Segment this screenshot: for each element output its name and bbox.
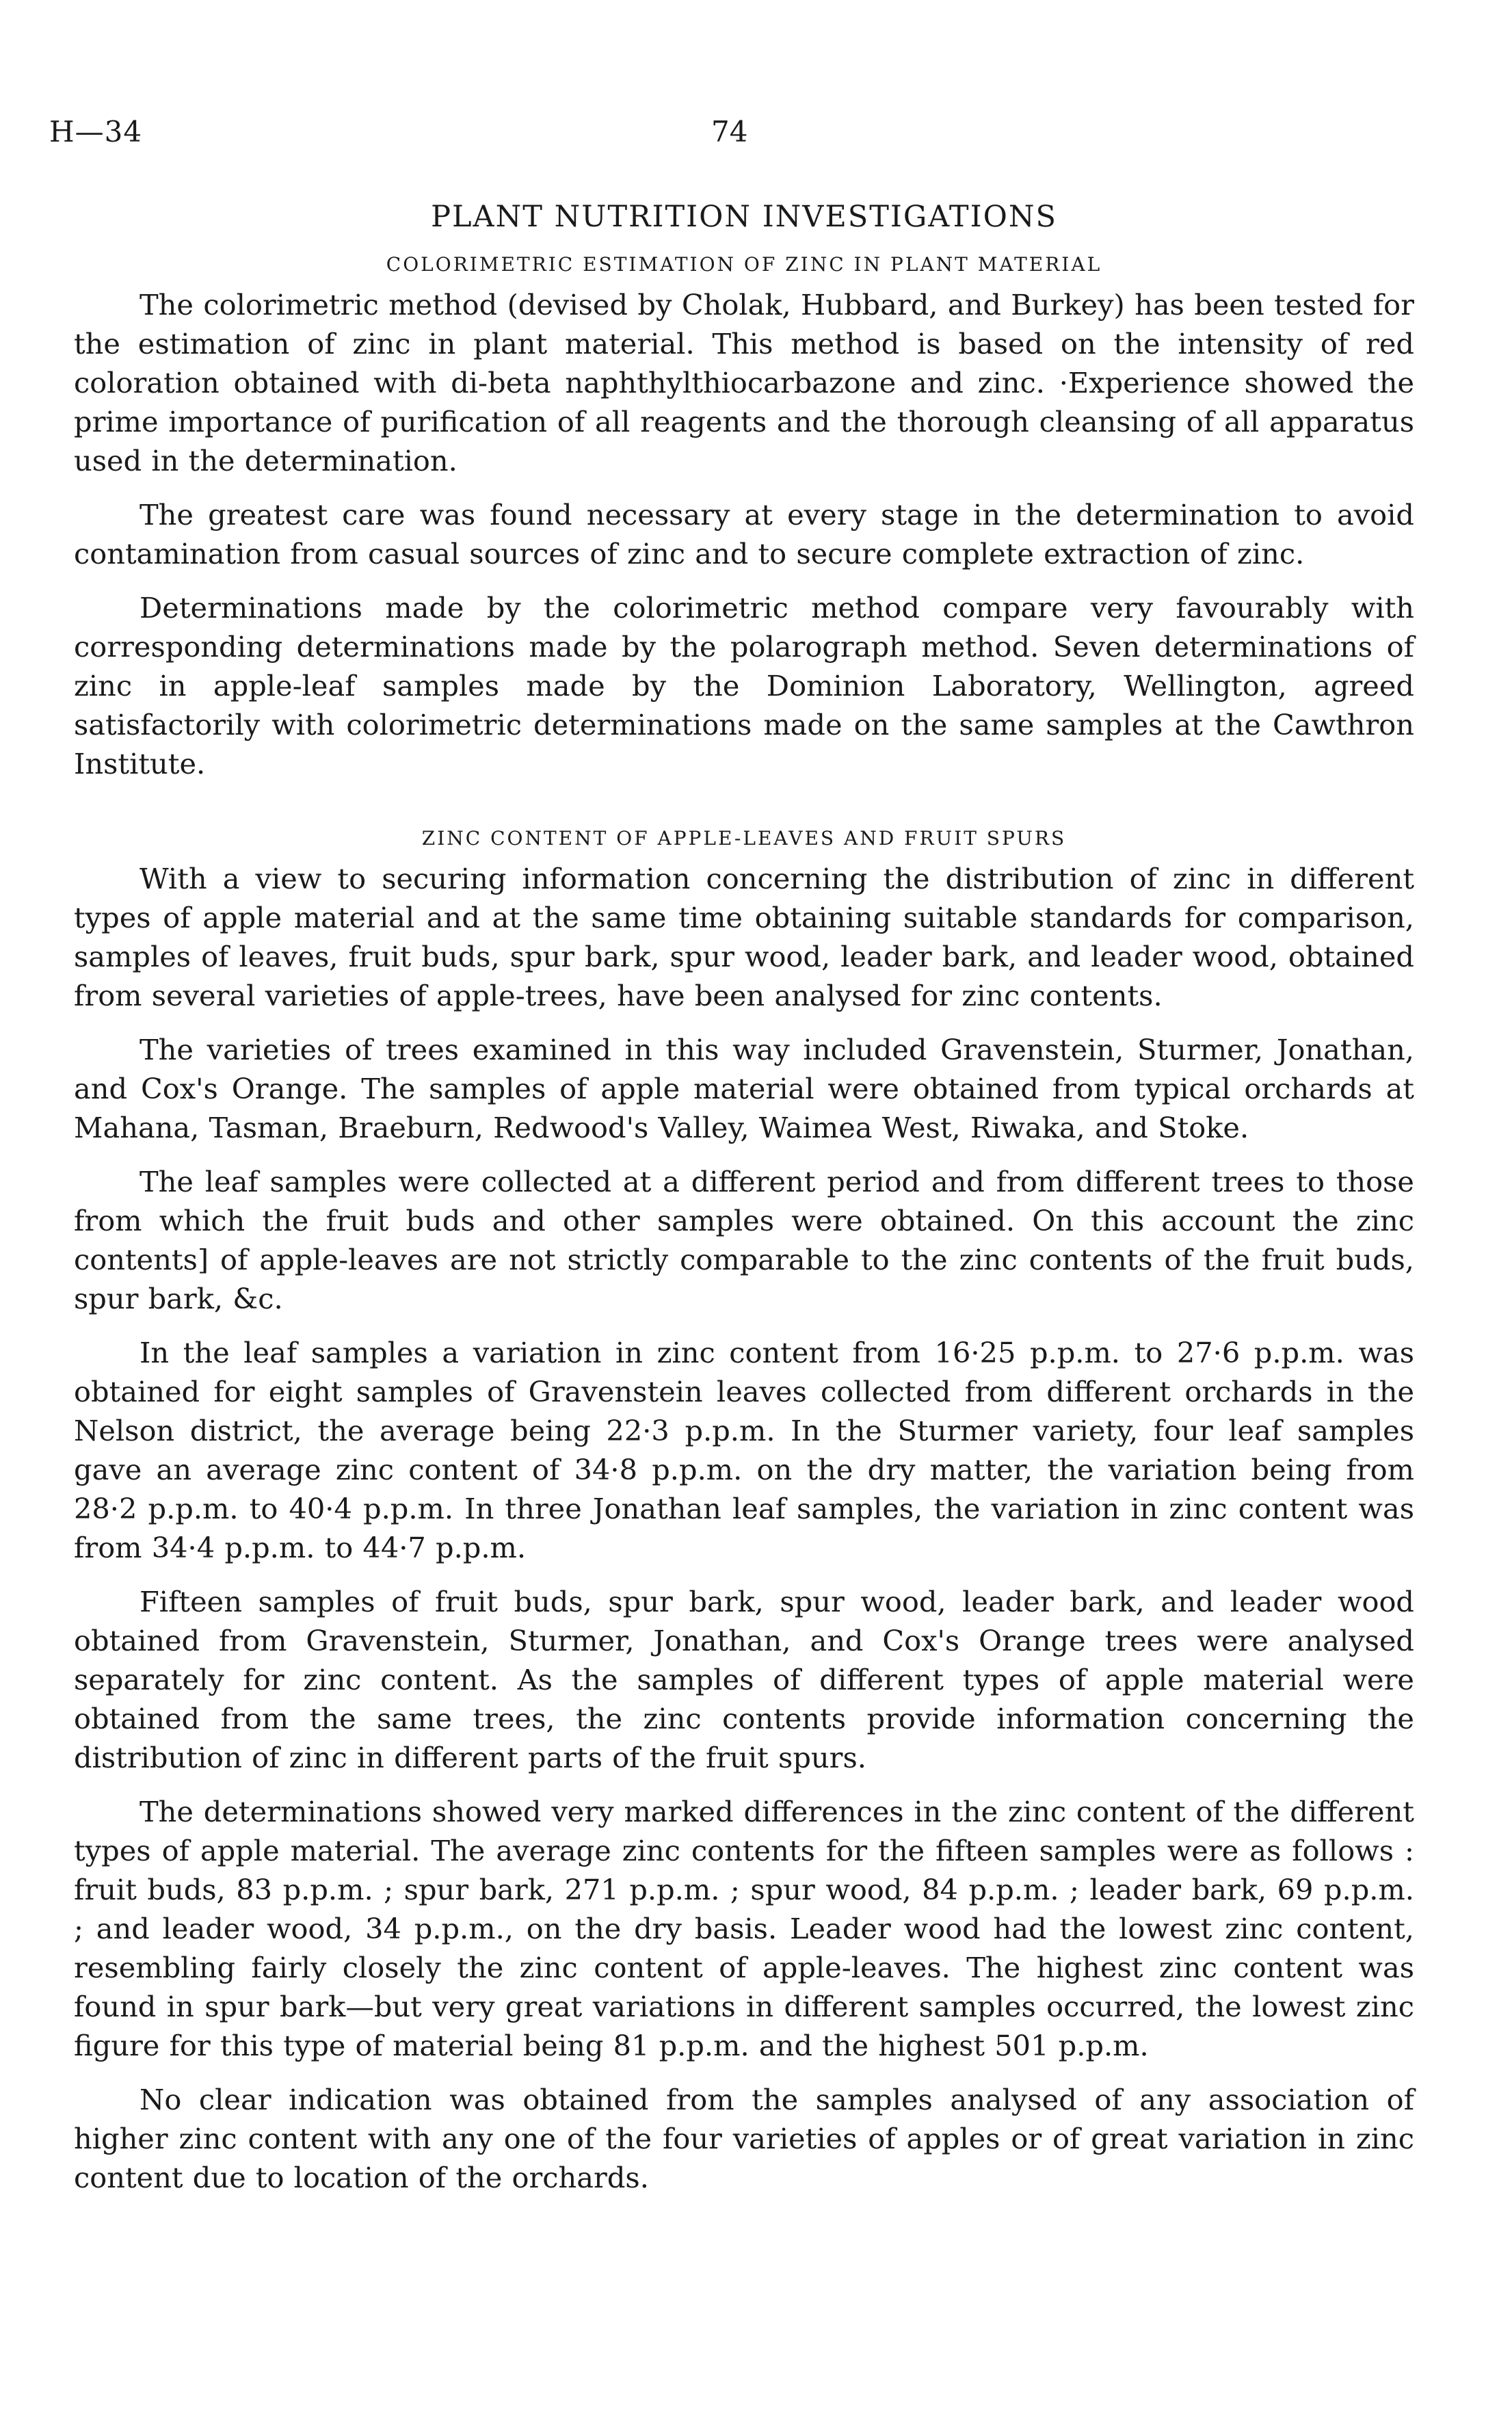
paragraph: The leaf samples were collected at a different period and from different trees to those from which the fruit buds and other samples were obtained. On this account the zinc contents] of apple-leaves are not strictly comparable to the zinc contents of the fruit buds, spur bark, &c. bbox=[74, 1165, 1414, 1315]
page-header bbox=[0, 115, 1512, 156]
section-colorimetric-estimation bbox=[74, 253, 1414, 783]
paragraph: The varieties of trees examined in this way included Gravenstein, Sturmer, Jonathan, and Cox's Orange. The samples of apple material were obtained from typical orchards at Mahana, Tasman, Braeburn, Redwood's Valley, Waimea West, Riwaka, and Stoke. bbox=[74, 1033, 1414, 1144]
section-heading: COLORIMETRIC ESTIMATION OF ZINC IN PLANT MATERIAL bbox=[386, 253, 1102, 276]
paragraph: No clear indication was obtained from the samples analysed of any association of higher zinc content with any one of the four varieties of apples or of great variation in zinc content due to location of the orchards. bbox=[74, 2083, 1414, 2194]
section-zinc-content bbox=[74, 827, 1414, 2197]
paragraph: Fifteen samples of fruit buds, spur bark, spur wood, leader bark, and leader wood obtained from Gravenstein, Sturmer, Jonathan, and Cox's Orange trees were analysed separately for zinc content. As the samples of different types of apple material were obtained from the same trees, the zinc contents provide information concerning the distribution of zinc in different parts of the fruit spurs. bbox=[74, 1585, 1414, 1774]
paragraph: Determinations made by the colorimetric method compare very favourably with corresponding determinations made by the polarograph method. Seven determinations of zinc in apple-leaf samples made by the Dominion Laboratory, Wellington, agreed satisfactorily with colorimetric determinations made on the same samples at the Cawthron Institute. bbox=[74, 591, 1414, 780]
paragraph: The determinations showed very marked differences in the zinc content of the different types of apple material. The average zinc contents for the fifteen samples were as follows : fruit buds, 83 p.p.m. ; spur bark, 271 p.p.m. ; spur wood, 84 p.p.m. ; leader bark, 69 p.p.m. ; and leader wood, 34 p.p.m., on the dry basis. Leader wood had the lowest zinc content, resembling fairly closely the zinc content of apple-leaves. The highest zinc content was found in spur bark—but very great variations in different samples occurred, the lowest zinc figure for this type of material being 81 p.p.m. and the highest 501 p.p.m. bbox=[74, 1795, 1414, 2062]
main-title: PLANT NUTRITION INVESTIGATIONS bbox=[431, 200, 1057, 234]
page-content bbox=[74, 200, 1414, 2212]
paragraph: In the leaf samples a variation in zinc content from 16·25 p.p.m. to 27·6 p.p.m. was obtained for eight samples of Gravenstein leaves collected from different orchards in the Nelson district, the average being 22·3 p.p.m. In the Sturmer variety, four leaf samples gave an average zinc content of 34·8 p.p.m. on the dry matter, the variation being from 28·2 p.p.m. to 40·4 p.p.m. In three Jonathan leaf samples, the variation in zinc content was from 34·4 p.p.m. to 44·7 p.p.m. bbox=[74, 1336, 1414, 1564]
paragraph: The colorimetric method (devised by Cholak, Hubbard, and Burkey) has been tested for the estimation of zinc in plant material. This method is based on the intensity of red coloration obtained with di-beta naphthylthiocarbazone and zinc. ·Experience showed the prime importance of purification of all reagents and the thorough cleansing of all apparatus used in the determination. bbox=[74, 288, 1414, 477]
document-reference: H—34 bbox=[49, 115, 143, 148]
page-number: 74 bbox=[711, 115, 748, 148]
paragraph: The greatest care was found necessary at every stage in the determination to avoid contamination from casual sources of zinc and to secure complete extraction of zinc. bbox=[74, 498, 1414, 570]
paragraph: With a view to securing information concerning the distribution of zinc in different types of apple material and at the same time obtaining suitable standards for comparison, samples of leaves, fruit buds, spur bark, spur wood, leader bark, and leader wood, obtained from several varieties of apple-trees, have been analysed for zinc contents. bbox=[74, 862, 1414, 1012]
section-heading: ZINC CONTENT OF APPLE-LEAVES AND FRUIT SPURS bbox=[421, 827, 1067, 850]
